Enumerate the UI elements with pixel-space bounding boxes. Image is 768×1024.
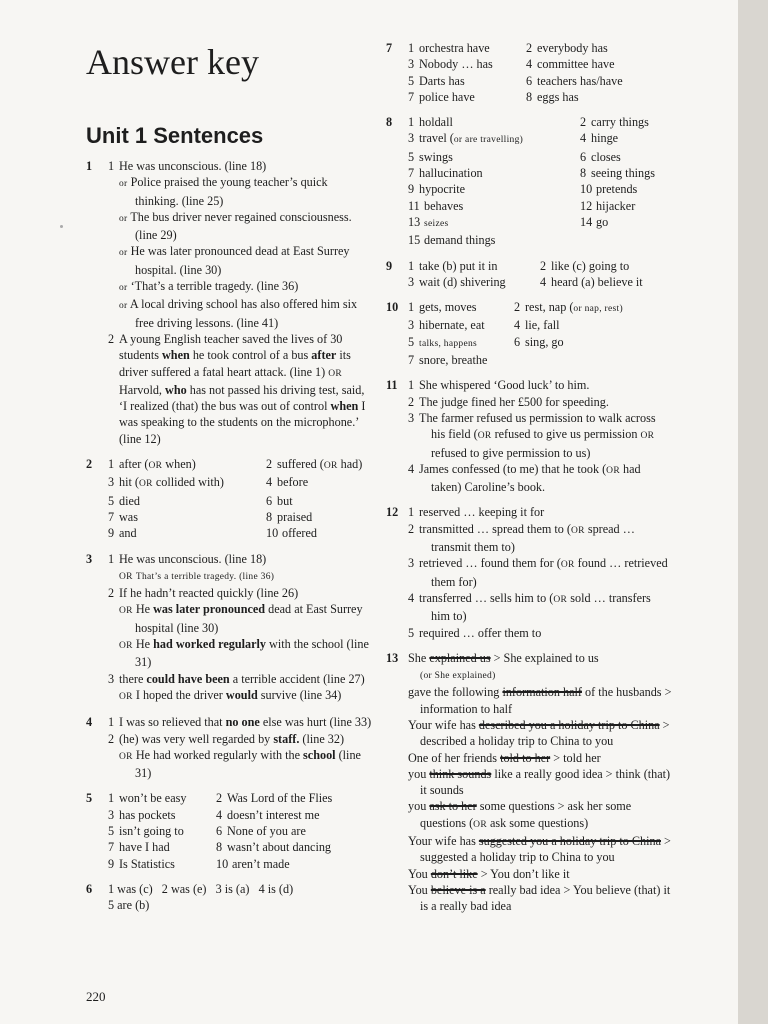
- answer-item: 3 there could have been a terrible accident (line 27) OR I hoped the driver would survive (line 34): [108, 671, 365, 702]
- answer-text: A young English teacher saved the lives of 30 students when he took control of a bus after its driver suffered a fatal heart attack. (line 1) OR Harvold, who has not passed his driving test, said, ‘I realized (that) the bus was out of control when I was speaking to the students on the microphone.’ (line 12): [119, 331, 366, 446]
- exercise-number: 10: [386, 300, 399, 315]
- answer-cell: 4 before: [266, 475, 309, 490]
- crossed-out-text: ask to her: [429, 799, 477, 814]
- answer-alt: or A local driving school has also offered him six free driving lessons. (line 41): [119, 297, 358, 330]
- exercise-number: 13: [386, 650, 399, 665]
- page-number: 220: [86, 989, 106, 1004]
- exercise-7: 7 1 orchestra have 2 everybody has 3 Nobody … has 4 committee have 5 Darts has 6 teachers has/have 7 police have 8 eggs has: [386, 41, 623, 104]
- exercise-number: 11: [386, 378, 398, 393]
- exercise-number: 7: [386, 41, 393, 55]
- page-edge: [738, 0, 768, 1024]
- crossed-out-text: described you a holiday trip to China: [478, 717, 660, 732]
- exercise-number: 5: [86, 791, 93, 806]
- answer-cell: 2 suffered (OR had): [266, 457, 363, 472]
- answer-alt: or Police praised the young teacher’s quick thinking. (line 25): [119, 175, 328, 208]
- left-column: [86, 40, 372, 922]
- exercise-1: [86, 158, 372, 447]
- crossed-out-text: explained us: [429, 650, 491, 665]
- answer-item: 2 If he hadn’t reacted quickly (line 26) OR He was later pronounced dead at East Surrey hospital (line 30) OR He had worked regularly with the school (line 31): [108, 586, 369, 670]
- right-column: [386, 40, 672, 924]
- page-title: Answer key: [86, 42, 259, 82]
- answer-grid: [108, 456, 372, 541]
- answer-alt: or ‘That’s a terrible tragedy. (line 36): [119, 279, 299, 294]
- crossed-out-text: told to her: [500, 750, 551, 765]
- exercise-9: 9 1 take (b) put it in 2 like (c) going to 3 wait (d) shivering 4 heard (a) believe it: [386, 258, 643, 289]
- exercise-2: [86, 456, 372, 541]
- crossed-out-text: believe is a: [430, 882, 486, 897]
- answer-grid: 1 won’t be easy 2 Was Lord of the Flies 3 has pockets 4 doesn’t interest me 5 isn’t going to 6 None of you are 7 have I had 8 wasn’t about dancing 9 Is Statistics 10 aren’t made: [108, 791, 333, 871]
- crossed-out-text: don’t like: [430, 866, 478, 881]
- exercise-10: 10 1 gets, moves 2 rest, nap (or nap, rest) 3 hibernate, eat 4 lie, fall 5 talks, happens 6 sing, go 7 snore, breathe: [386, 300, 623, 368]
- exercise-number: 6: [86, 881, 93, 896]
- answer-cell: 6 but: [266, 493, 293, 508]
- crossed-out-text: information half: [502, 685, 582, 700]
- exercise-13: 13 She explained us > She explained to us (or She explained) gave the following information half of the husbands > information to half Your wife has described you a holiday trip to China > described a holiday trip to China to you One of her friends told to her > told her you think sounds like a really good idea > think (that) it sounds you ask to her some questions > ask her some questions (OR ask some questions) Your wife has suggested you a holiday trip to China > suggested a holiday trip to China to you You don’t like > You don’t like it You believe is a really bad idea > You believe (that) it is a really bad idea: [386, 650, 672, 914]
- crossed-out-text: suggested you a holiday trip to China: [478, 834, 661, 849]
- exercise-5: [86, 790, 372, 871]
- exercise-number: 1: [86, 159, 93, 173]
- answer-cell: 9 and: [108, 526, 137, 541]
- answer-cell: 5 died: [108, 493, 140, 508]
- exercise-12: 12 1 reserved … keeping it for 2 transmitted … spread them to (OR spread … transmit them to) 3 retrieved … found them for (OR found … retrieved them for) 4 transferred … sells him to (OR sold … transfers him to) 5 required … offer them to: [386, 505, 668, 640]
- answer-cell: 7 was: [108, 509, 138, 524]
- answer-line: 1 was (c) 2 was (e) 3 is (a) 4 is (d): [108, 881, 294, 896]
- crossed-out-text: think sounds: [429, 766, 492, 781]
- answer-item: 2 A young English teacher saved the lives of 30 students when he took control of a bus after its driver suffered a fatal heart attack. (line 1) OR Harvold, who has not passed his driving test, said, ‘I realized (that) the bus was out of control when I was speaking to the students on the microphone.’ (line 12): [108, 331, 372, 447]
- answer-item: 2 (he) was very well regarded by staff. (line 32) OR He had worked regularly with the school (line 31): [108, 731, 361, 781]
- exercise-number: 3: [86, 551, 93, 566]
- answer-cell: 8 praised: [266, 509, 313, 524]
- unit-heading: Unit 1 Sentences: [86, 123, 264, 148]
- exercise-number: 4: [86, 715, 93, 730]
- exercise-6: [86, 881, 372, 914]
- exercise-4: [86, 714, 372, 781]
- answer-item: 1 He was unconscious. (line 18) or Police praised the young teacher’s quick thinking. (line 25) or The bus driver never regained consciousness. (line 29) or He was later pronounced dead at East Surrey hospital. (line 30) or ‘That’s a terrible tragedy. (line 36) or A local driving school has also offered him six free driving lessons. (line 41): [108, 158, 372, 331]
- exercise-3: [86, 551, 372, 706]
- exercise-8: 8 1 holdall 2 carry things 3 travel (or are travelling) 4 hinge 5 swings 6 closes 7 hallucination 8 seeing things 9 hypocrite 10 pretends 11 behaves 12 hijacker 13 seizes 14 go 15 demand things: [386, 115, 655, 248]
- answer-alt: or He was later pronounced dead at East Surrey hospital. (line 30): [119, 244, 350, 277]
- answer-item: 1 I was so relieved that no one else was hurt (line 33): [108, 715, 372, 730]
- exercise-number: 8: [386, 115, 393, 130]
- exercise-number: 2: [86, 457, 93, 472]
- exercise-number: 12: [386, 505, 399, 520]
- answer-alt: or The bus driver never regained consciousness. (line 29): [119, 209, 352, 243]
- answer-cell: 10 offered: [266, 526, 317, 541]
- exercise-11: 11 1 She whispered ‘Good luck’ to him. 2 The judge fined her £500 for speeding. 3 The farmer refused us permission to walk across his field (OR refused to give us permission OR refused to give permission to us) 4 James confessed (to me) that he took (OR had taken) Caroline’s book.: [386, 378, 656, 495]
- answer-text: He was unconscious. (line 18): [119, 159, 267, 173]
- exercise-number: 9: [386, 258, 393, 273]
- answer-line: 5 are (b): [108, 898, 150, 913]
- answer-cell: 3 hit (OR collided with): [108, 475, 224, 490]
- answer-item: 1 He was unconscious. (line 18) OR That’s a terrible tragedy. (line 36): [108, 551, 275, 582]
- page-speck: [60, 225, 63, 228]
- answer-cell: 1 after (OR when): [108, 457, 196, 472]
